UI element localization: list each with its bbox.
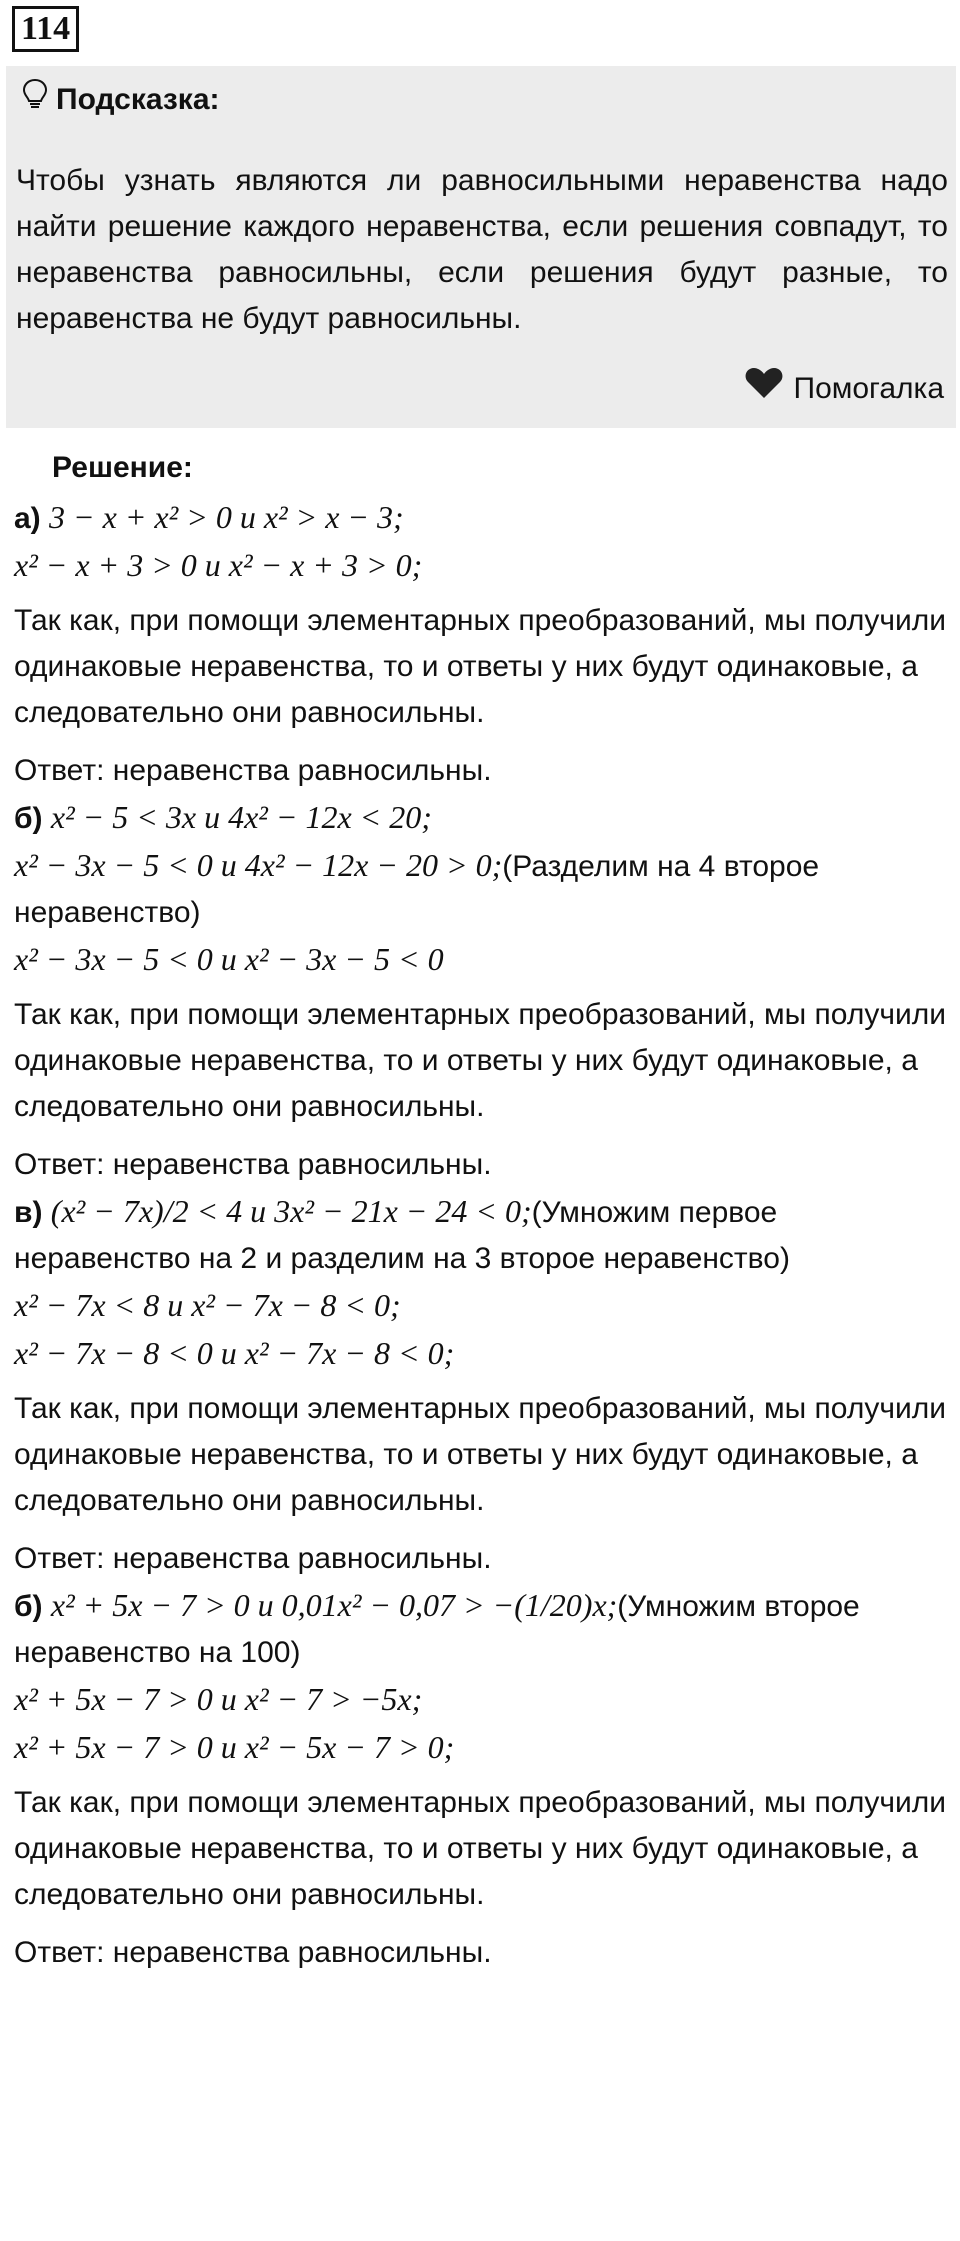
part-c-math-3: x² − 7x − 8 < 0 и x² − 7x − 8 < 0; <box>14 1335 455 1371</box>
part-d-math-3: x² + 5x − 7 > 0 и x² − 5x − 7 > 0; <box>14 1729 455 1765</box>
part-d-label: б) <box>14 1590 43 1623</box>
heart-icon <box>744 366 794 411</box>
part-c-label: в) <box>14 1196 43 1229</box>
part-d-note: (Умножим второе неравенство на 100) <box>14 1590 860 1669</box>
part-d-explanation: Так как, при помощи элементарных преобразований, мы получили одинаковые неравенства, то и ответы у них будут одинаковые, а следовательно они равносильны. <box>14 1786 946 1911</box>
part-a-math-1: 3 − x + x² > 0 и x² > x − 3; <box>49 499 404 535</box>
part-b-math-2: x² − 3x − 5 < 0 и 4x² − 12x − 20 > 0; <box>14 847 503 883</box>
hint-text: Чтобы узнать являются ли равносильными неравенства надо найти решение каждого неравенства, если решения совпадут, то неравенства равносильны, если решения будут разные, то неравенства не будут равносильны. <box>16 164 948 335</box>
part-b-explanation: Так как, при помощи элементарных преобразований, мы получили одинаковые неравенства, то и ответы у них будут одинаковые, а следовательно они равносильны. <box>14 998 946 1123</box>
hint-title <box>22 78 220 121</box>
part-d-line-1 <box>14 1582 946 1676</box>
part-b-math-1: x² − 5 < 3x и 4x² − 12x < 20; <box>50 799 432 835</box>
part-c-line-1 <box>14 1188 946 1282</box>
helper-link[interactable] <box>744 366 945 411</box>
part-c-answer: Ответ: неравенства равносильны. <box>14 1542 492 1575</box>
part-c-line-2 <box>14 1282 946 1330</box>
part-d-math-1: x² + 5x − 7 > 0 и 0,01x² − 0,07 > −(1/20)x; <box>50 1587 618 1623</box>
part-b-math-3: x² − 3x − 5 < 0 и x² − 3x − 5 < 0 <box>14 941 444 977</box>
part-b-line-3 <box>14 936 946 984</box>
part-b-note: (Разделим на 4 второе неравенство) <box>14 850 820 929</box>
part-a-answer: Ответ: неравенства равносильны. <box>14 754 492 787</box>
part-c-line-3 <box>14 1330 946 1378</box>
part-a-math-2: x² − x + 3 > 0 и x² − x + 3 > 0; <box>14 547 423 583</box>
part-d-line-3 <box>14 1724 946 1772</box>
part-d-line-2 <box>14 1676 946 1724</box>
part-b-label: б) <box>14 802 43 835</box>
hint-box <box>6 66 956 428</box>
part-c-note: (Умножим первое неравенство на 2 и разделим на 3 второе неравенство) <box>14 1196 790 1275</box>
hint-title-text: Подсказка: <box>56 82 220 116</box>
part-a-label: а) <box>14 502 41 535</box>
solution <box>14 448 946 1976</box>
helper-label: Помогалка <box>793 371 944 405</box>
solution-title: Решение: <box>52 451 193 484</box>
part-b-line-2 <box>14 842 946 936</box>
part-b-line-1 <box>14 794 946 842</box>
part-a-line-2 <box>14 542 946 590</box>
part-d-math-2: x² + 5x − 7 > 0 и x² − 7 > −5x; <box>14 1681 423 1717</box>
part-c-math-1: (x² − 7x)/2 < 4 и 3x² − 21x − 24 < 0; <box>50 1193 532 1229</box>
part-c-explanation: Так как, при помощи элементарных преобразований, мы получили одинаковые неравенства, то и ответы у них будут одинаковые, а следовательно они равносильны. <box>14 1392 946 1517</box>
lightbulb-icon <box>22 78 56 121</box>
part-c-math-2: x² − 7x < 8 и x² − 7x − 8 < 0; <box>14 1287 401 1323</box>
task-number: 114 <box>12 6 79 52</box>
part-d-answer: Ответ: неравенства равносильны. <box>14 1936 492 1969</box>
part-a-line-1 <box>14 494 946 542</box>
part-b-answer: Ответ: неравенства равносильны. <box>14 1148 492 1181</box>
part-a-explanation: Так как, при помощи элементарных преобразований, мы получили одинаковые неравенства, то и ответы у них будут одинаковые, а следовательно они равносильны. <box>14 604 946 729</box>
